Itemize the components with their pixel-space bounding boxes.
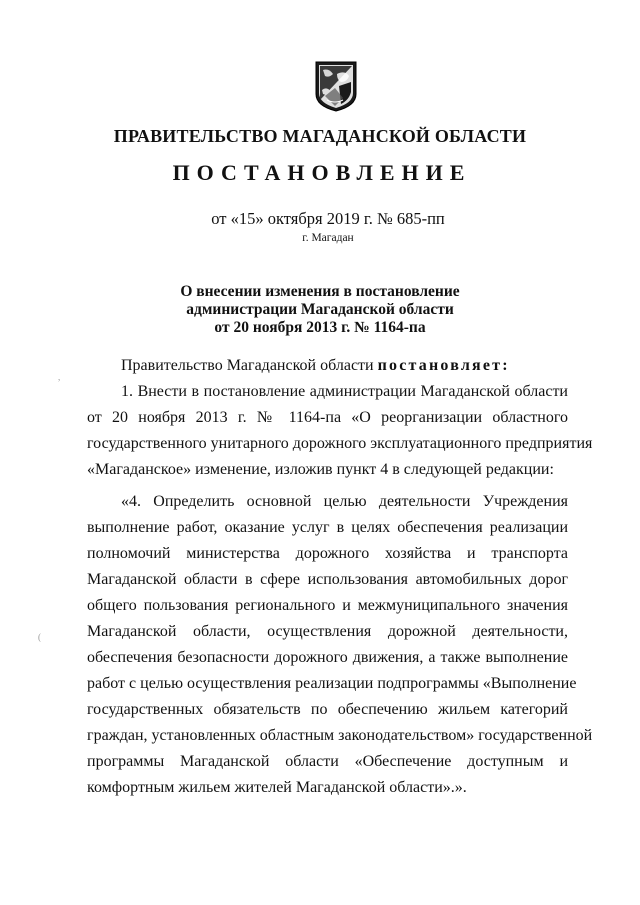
body-line: полномочий министерства дорожного хозяйства и транспорта <box>87 545 568 562</box>
body-line: граждан, установленных областным законодательством» государственной <box>87 727 593 744</box>
document-date-number: от «15» октября 2019 г. № 685-пп <box>211 209 445 228</box>
preamble-text: Правительство Магаданской области <box>121 357 378 374</box>
title-line: О внесении изменения в постановление <box>180 283 460 300</box>
body-line: Магаданской области в сфере использования автомобильных дорог <box>87 571 568 588</box>
body-line: «Магаданское» изменение, изложив пункт 4 в следующей редакции: <box>87 461 554 478</box>
body-line: от 20 ноября 2013 г. № 1164-па «О реорганизации областного <box>87 409 568 426</box>
document-type-heading: ПОСТАНОВЛЕНИЕ <box>172 160 472 185</box>
document-city: г. Магадан <box>302 232 354 244</box>
body-line: общего пользования регионального и межмуниципального значения <box>87 597 568 614</box>
scan-speck: , <box>58 372 61 382</box>
body-line: государственного унитарного дорожного эксплуатационного предприятия <box>87 435 593 452</box>
organization-name: ПРАВИТЕЛЬСТВО МАГАДАНСКОЙ ОБЛАСТИ <box>113 126 527 146</box>
preamble-line <box>87 356 568 376</box>
body-line: 1. Внести в постановление администрации Магаданской области <box>121 383 568 400</box>
body-line: программы Магаданской области «Обеспечение доступным и <box>87 753 568 770</box>
document-title <box>0 283 640 337</box>
body-line: обеспечения безопасности дорожного движения, а также выполнение <box>87 649 568 666</box>
coat-of-arms-icon <box>313 60 359 112</box>
body-line: «4. Определить основной целью деятельности Учреждения <box>121 493 568 510</box>
title-line: администрации Магаданской области <box>186 301 454 318</box>
preamble-verb: постановляет: <box>377 357 510 374</box>
title-line: от 20 ноября 2013 г. № 1164-па <box>214 319 426 336</box>
body-line: Магаданской области, осуществления дорожной деятельности, <box>87 623 568 640</box>
scan-speck: ( <box>38 632 41 642</box>
body-line: выполнение работ, оказание услуг в целях обеспечения реализации <box>87 519 568 536</box>
body-line: комфортным жильем жителей Магаданской области».». <box>87 779 467 796</box>
body-line: государственных обязательств по обеспечению жильем категорий <box>87 701 568 718</box>
body-line: работ с целью осуществления реализации подпрограммы «Выполнение <box>87 675 577 692</box>
